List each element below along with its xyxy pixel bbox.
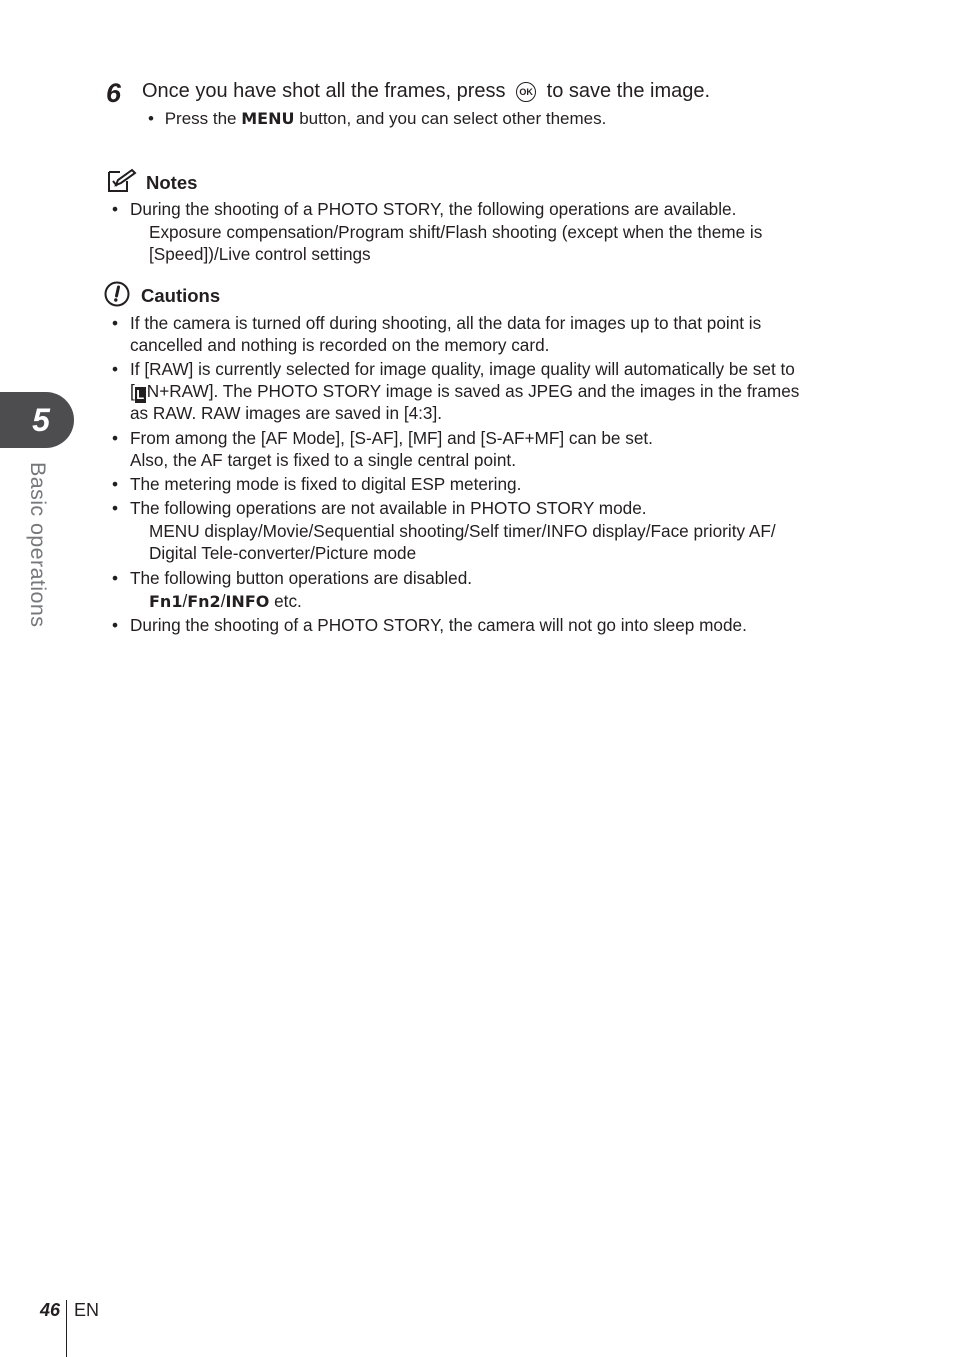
info-key-label: INFO	[225, 592, 270, 611]
step-instruction	[142, 80, 710, 103]
notes-bullet: •	[112, 199, 119, 219]
cautions-bullet: •	[112, 568, 119, 588]
cautions-line: From among the [AF Mode], [S-AF], [MF] and [S-AF+MF] can be set.	[130, 428, 653, 448]
key-separator: /	[220, 591, 226, 611]
cautions-line: Also, the AF target is fixed to a single central point.	[130, 450, 516, 470]
cautions-bullet: •	[112, 498, 119, 518]
menu-key-label: MENU	[241, 109, 295, 128]
sub-suffix: button, and you can select other themes.	[299, 109, 607, 128]
large-quality-icon: L	[136, 387, 145, 402]
ok-button-icon: OK	[516, 82, 536, 102]
cautions-line: cancelled and nothing is recorded on the memory card.	[130, 335, 550, 355]
chapter-label: Basic operations	[26, 462, 50, 628]
notes-line: [Speed])/Live control settings	[149, 244, 371, 264]
sub-prefix: Press the	[164, 109, 237, 128]
cautions-line: MENU display/Movie/Sequential shooting/Self timer/INFO display/Face priority AF/	[149, 521, 776, 541]
cautions-line: as RAW. RAW images are saved in [4:3].	[130, 403, 443, 423]
cautions-line: Digital Tele-converter/Picture mode	[149, 543, 417, 563]
bullet: •	[148, 109, 154, 128]
cautions-bullet: •	[112, 313, 119, 333]
cautions-bullet: •	[112, 359, 119, 379]
cautions-heading: Cautions	[141, 285, 221, 306]
footer-divider	[66, 1300, 67, 1357]
cautions-line: The following button operations are disabled.	[130, 568, 473, 588]
fn2-key-label: Fn2	[187, 592, 221, 611]
pencil-note-icon	[106, 168, 138, 199]
chapter-number: 5	[32, 402, 50, 438]
bracket-open: [	[130, 381, 135, 401]
cautions-bullet: •	[112, 428, 119, 448]
step-text-after: to save the image.	[546, 80, 711, 102]
cautions-line: If the camera is turned off during shooting, all the data for images up to that point is	[130, 313, 762, 333]
notes-heading: Notes	[146, 172, 198, 193]
line-text: N+RAW]. The PHOTO STORY image is saved as JPEG and the images in the frames	[146, 381, 800, 401]
line-text: etc.	[274, 591, 302, 611]
cautions-line: During the shooting of a PHOTO STORY, the camera will not go into sleep mode.	[130, 615, 747, 635]
cautions-bullet: •	[112, 615, 119, 635]
cautions-bullet: •	[112, 474, 119, 494]
step-sub-bullet	[148, 109, 606, 129]
key-separator: /	[182, 591, 188, 611]
cautions-line: The metering mode is fixed to digital ESP metering.	[130, 474, 522, 494]
step-text-before: Once you have shot all the frames, press	[142, 80, 506, 102]
language-label: EN	[74, 1300, 100, 1320]
disabled-buttons-line	[149, 590, 302, 613]
cautions-line: If [RAW] is currently selected for image quality, image quality will automatically be set to	[130, 359, 795, 379]
fn1-key-label: Fn1	[149, 592, 183, 611]
notes-line: Exposure compensation/Program shift/Flash shooting (except when the theme is	[149, 222, 763, 242]
notes-line: During the shooting of a PHOTO STORY, the following operations are available.	[130, 199, 737, 219]
cautions-line: The following operations are not available in PHOTO STORY mode.	[130, 498, 647, 518]
step-number: 6	[106, 78, 122, 108]
cautions-line	[130, 380, 799, 403]
exclamation-circle-icon	[104, 281, 130, 312]
page-number: 46	[40, 1300, 61, 1320]
